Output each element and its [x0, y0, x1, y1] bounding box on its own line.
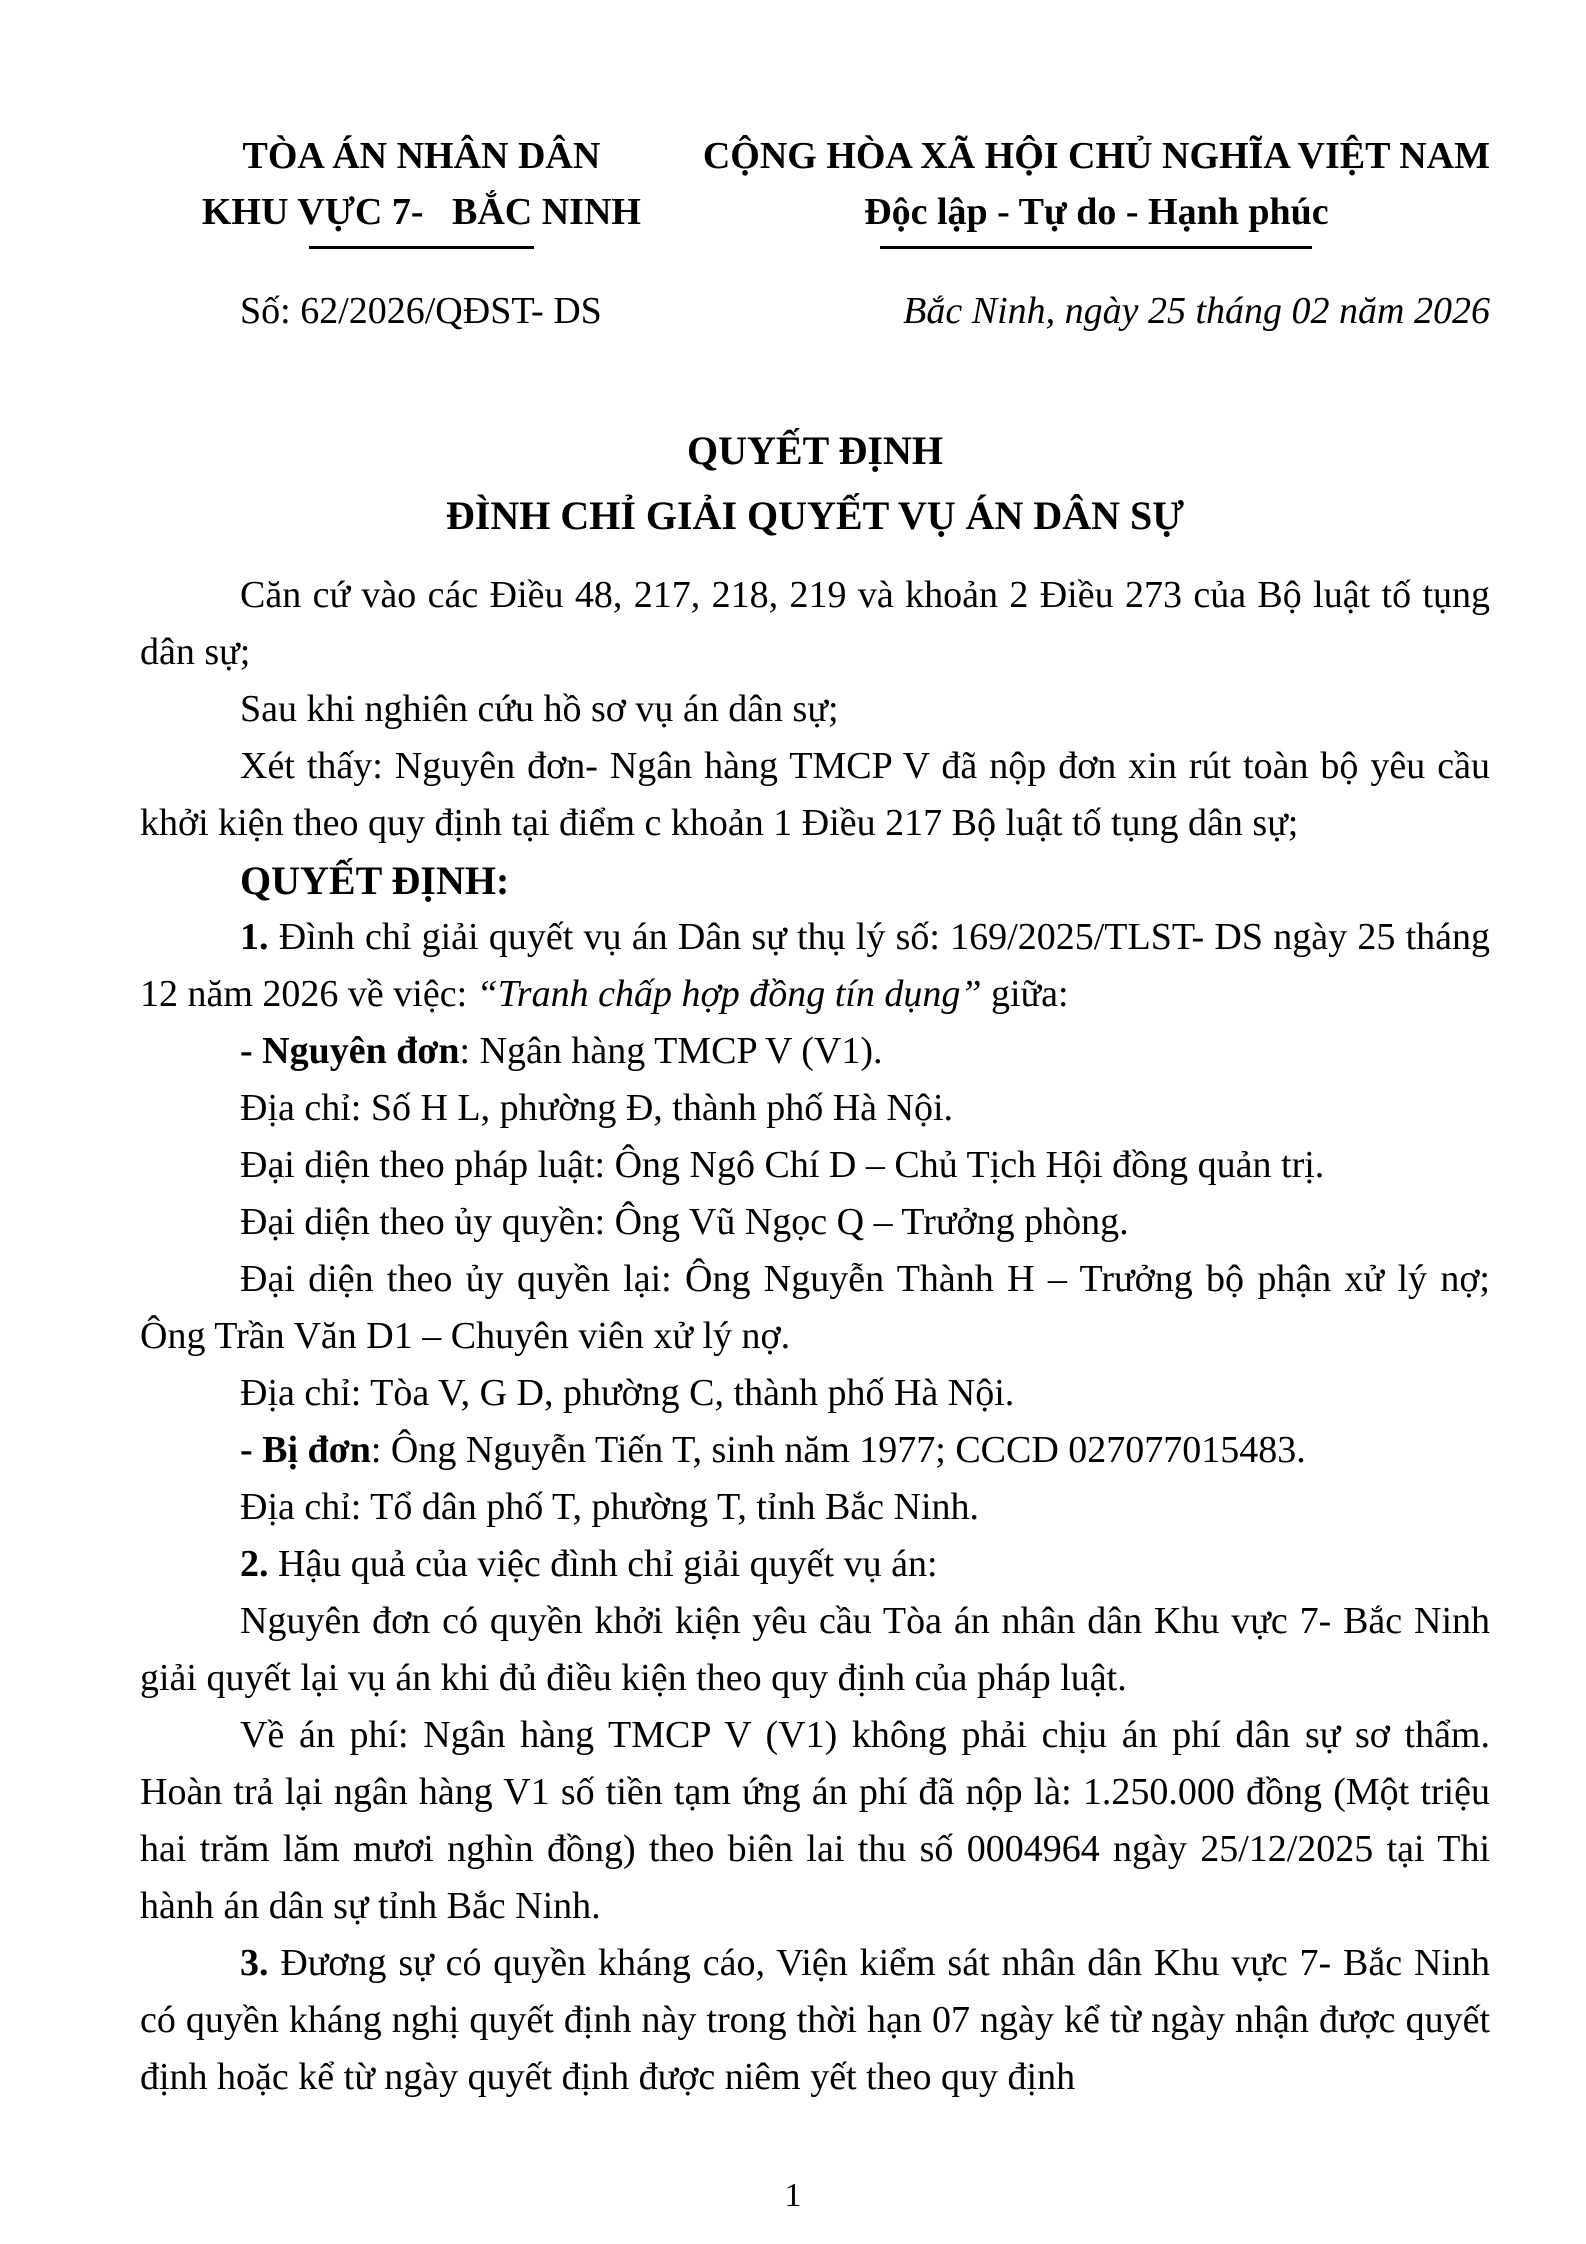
item-3-text: Đương sự có quyền kháng cáo, Viện kiểm sát nhân dân Khu vực 7- Bắc Ninh có quyền kháng nghị quyết định này trong thời hạn 07 ngày kể từ ngày nhận được quyết định hoặc kể từ ngày quyết định được niêm yết theo quy định: [140, 1942, 1490, 2098]
defendant-address: Địa chỉ: Tổ dân phố T, phường T, tỉnh Bắc Ninh.: [240, 1486, 980, 1528]
decision-heading: QUYẾT ĐỊNH:: [240, 858, 510, 903]
item-1-text-before-case: Đình chỉ giải quyết vụ án Dân sự thụ lý số: 169/2025/TLST- DS ngày 25 tháng 12 năm 2026 về việc:: [140, 916, 1490, 1015]
defendant-label: - Bị đơn: [240, 1429, 371, 1471]
court-name-line1: TÒA ÁN NHÂN DÂN: [242, 135, 601, 177]
document-place-date: Bắc Ninh, ngày 25 tháng 02 năm 2026: [903, 290, 1490, 332]
decision-item-3: [140, 1935, 1490, 2106]
item-1-text-after-case: giữa:: [981, 973, 1069, 1015]
defendant-name: : Ông Nguyễn Tiến T, sinh năm 1977; CCCD 027077015483.: [370, 1429, 1306, 1471]
item-2-text: Hậu quả của việc đình chỉ giải quyết vụ án:: [268, 1543, 938, 1585]
item-3-number: 3.: [240, 1942, 269, 1984]
document-header: [140, 128, 1490, 249]
defendant-line: [140, 1422, 1490, 1479]
decision-item-1: [140, 909, 1490, 1023]
authorized-representative: Đại diện theo ủy quyền: Ông Vũ Ngọc Q – Trưởng phòng.: [240, 1201, 1129, 1243]
item-1-number: 1.: [240, 916, 269, 958]
decision-item-2: [140, 1536, 1490, 1593]
document-body: [140, 567, 1490, 2106]
court-name-line2: KHU VỰC 7- BẮC NINH: [201, 191, 641, 233]
consequence-paragraph: Nguyên đơn có quyền khởi kiện yêu cầu Tòa án nhân dân Khu vực 7- Bắc Ninh giải quyết lại vụ án khi đủ điều kiện theo quy định của pháp luật.: [140, 1600, 1490, 1699]
page-number: 1: [784, 2177, 802, 2214]
national-motto-block: [703, 128, 1490, 249]
preamble-finding: Xét thấy: Nguyên đơn- Ngân hàng TMCP V đã nộp đơn xin rút toàn bộ yêu cầu khởi kiện theo quy định tại điểm c khoản 1 Điều 217 Bộ luật tố tụng dân sự;: [140, 745, 1490, 844]
fees-paragraph: Về án phí: Ngân hàng TMCP V (V1) không phải chịu án phí dân sự sơ thẩm. Hoàn trả lại ngân hàng V1 số tiền tạm ứng án phí đã nộp là: 1.250.000 đồng (Một triệu hai trăm lăm mươi nghìn đồng) theo biên lai thu số 0004964 ngày 25/12/2025 tại Thi hành án dân sự tỉnh Bắc Ninh.: [140, 1714, 1490, 1927]
document-title-block: [140, 421, 1490, 551]
motto-underline: [880, 246, 1312, 249]
document-number: Số: 62/2026/QĐST- DS: [240, 290, 602, 332]
plaintiff-address: Địa chỉ: Số H L, phường Đ, thành phố Hà Nội.: [240, 1087, 954, 1129]
court-name-block: [140, 128, 703, 249]
document-title: QUYẾT ĐỊNH: [687, 428, 943, 473]
legal-representative: Đại diện theo pháp luật: Ông Ngô Chí D – Chủ Tịch Hội đồng quản trị.: [240, 1144, 1325, 1186]
representative-address: Địa chỉ: Tòa V, G D, phường C, thành phố Hà Nội.: [240, 1372, 1015, 1414]
preamble-review: Sau khi nghiên cứu hồ sơ vụ án dân sự;: [240, 688, 839, 730]
plaintiff-line: [140, 1023, 1490, 1080]
item-2-number: 2.: [240, 1543, 269, 1585]
plaintiff-name: : Ngân hàng TMCP V (V1).: [459, 1030, 883, 1072]
plaintiff-label: - Nguyên đơn: [240, 1030, 460, 1072]
sub-authorized-representative: Đại diện theo ủy quyền lại: Ông Nguyễn Thành H – Trưởng bộ phận xử lý nợ; Ông Trần Văn D1 – Chuyên viên xử lý nợ.: [140, 1258, 1490, 1357]
preamble-legal-basis: Căn cứ vào các Điều 48, 217, 218, 219 và khoản 2 Điều 273 của Bộ luật tố tụng dân sự;: [140, 574, 1490, 673]
national-motto: Độc lập - Tự do - Hạnh phúc: [864, 191, 1329, 233]
court-name-underline: [309, 246, 534, 249]
case-name: “Tranh chấp hợp đồng tín dụng”: [476, 973, 982, 1015]
document-subtitle: ĐÌNH CHỈ GIẢI QUYẾT VỤ ÁN DÂN SỰ: [445, 493, 1185, 538]
national-title: CỘNG HÒA XÃ HỘI CHỦ NGHĨA VIỆT NAM: [702, 135, 1490, 177]
document-meta: [140, 283, 1490, 339]
